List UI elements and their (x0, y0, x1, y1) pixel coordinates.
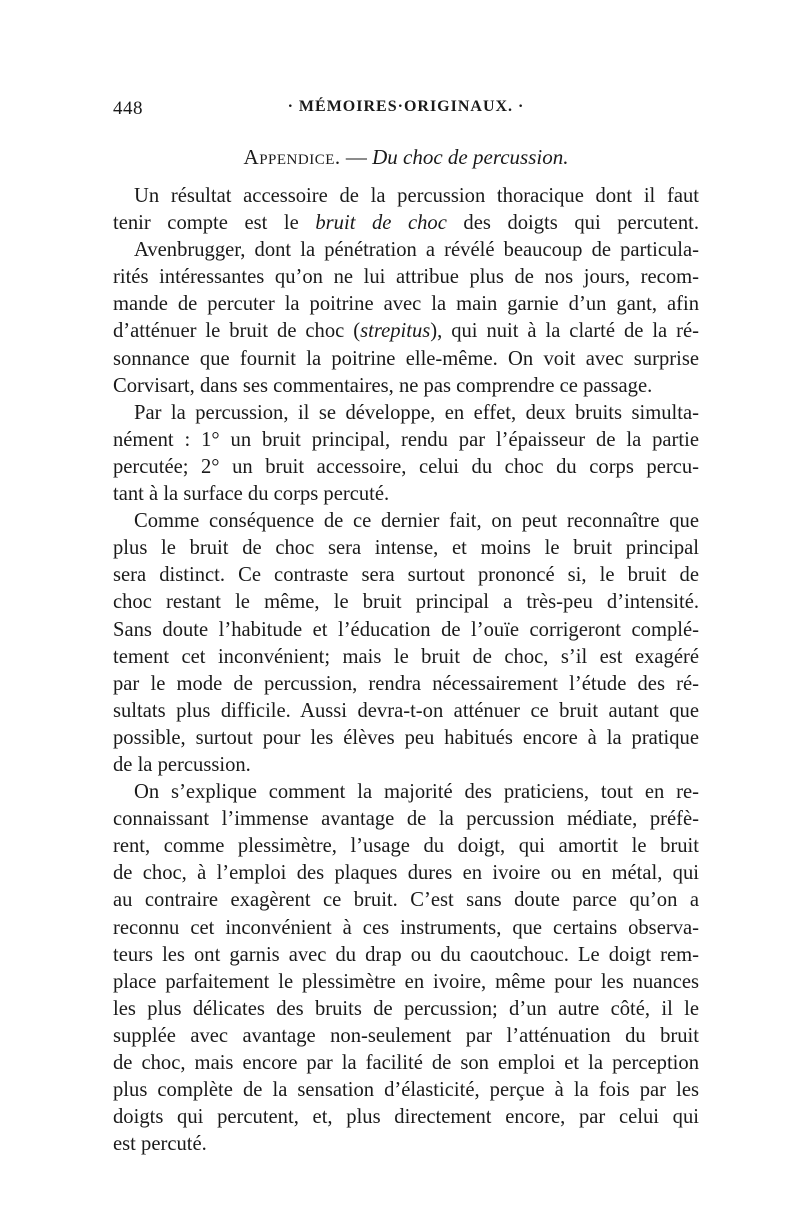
section-heading (113, 145, 699, 170)
text-line: de choc, à l’emploi des plaques dures en ivoire ou en métal, qui (113, 862, 699, 885)
text-line: On s’explique comment la majorité des praticiens, tout en re- (134, 781, 699, 804)
text-line: nément : 1° un bruit principal, rendu par l’épaisseur de la partie (113, 428, 699, 451)
text-line: les plus délicates des bruits de percussion; d’un autre côté, il le (113, 997, 699, 1020)
text-line: tant à la surface du corps percuté. (113, 483, 390, 506)
text-line: plus complète de la sensation d’élasticité, perçue à la fois par les (113, 1079, 699, 1102)
text-line: teurs les ont garnis avec du drap ou du caoutchouc. Le doigt rem- (113, 943, 699, 966)
text-line: tement cet inconvénient; mais le bruit de choc, s’il est exagéré (113, 645, 699, 668)
body-text (113, 183, 699, 1158)
section-label: Appendice. (243, 145, 341, 169)
running-title: · MÉMOIRES·ORIGINAUX. · (287, 98, 525, 115)
text-line: Par la percussion, il se développe, en effet, deux bruits simulta- (134, 401, 699, 424)
text-line: percutée; 2° un bruit accessoire, celui du choc du corps percu- (113, 455, 699, 478)
emphasis-strepitus: strepitus (360, 320, 431, 343)
section-title: Du choc de percussion. (372, 145, 569, 169)
text-line: choc restant le même, le bruit principal a très-peu d’intensité. (113, 591, 699, 614)
text-line: d’atténuer le bruit de choc (strepitus), qui nuit à la clarté de la ré- (113, 320, 699, 343)
text-line: sultats plus difficile. Aussi devra-t-on atténuer ce bruit autant que (113, 699, 699, 722)
emphasis-bruit-de-choc: bruit de choc (315, 212, 447, 235)
text-line: de choc, mais encore par la facilité de son emploi et la perception (113, 1052, 699, 1074)
text-line: reconnu cet inconvénient à ces instruments, que certains observa- (113, 916, 699, 939)
text-line: sera distinct. Ce contraste sera surtout prononcé si, le bruit de (113, 564, 699, 587)
text-line: connaissant l’immense avantage de la percussion médiate, préfè- (113, 808, 699, 831)
text-line: sonnance que fournit la poitrine elle-même. On voit avec surprise (113, 347, 699, 370)
running-head (113, 98, 699, 124)
text-line: doigts qui percutent, et, plus directement encore, par celui qui (113, 1106, 699, 1129)
text-line: possible, surtout pour les élèves peu habitués encore à la pratique (113, 726, 699, 749)
text-line: rités intéressantes qu’on ne lui attribue plus de nos jours, recom- (113, 266, 699, 289)
text-line: Un résultat accessoire de la percussion thoracique dont il faut (134, 185, 699, 207)
text-line: rent, comme plessimètre, l’usage du doigt, qui amortit le bruit (113, 835, 699, 858)
text-line: Comme conséquence de ce dernier fait, on peut reconnaître que (134, 510, 699, 533)
text-line: tenir compte est le bruit de choc des doigts qui percutent. (113, 212, 699, 235)
page-number: 448 (113, 98, 143, 119)
text-line: au contraire exagèrent ce bruit. C’est sans doute parce qu’on a (113, 889, 699, 912)
text-line: supplée avec avantage non-seulement par l’atténuation du bruit (113, 1024, 699, 1047)
text-line: mande de percuter la poitrine avec la main garnie d’un gant, afin (113, 293, 699, 316)
text-line: Sans doute l’habitude et l’éducation de l’ouïe corrigeront complé- (113, 618, 699, 641)
section-dash: — (340, 145, 373, 169)
text-line: Avenbrugger, dont la pénétration a révélé beaucoup de particula- (134, 239, 699, 262)
text-line: Corvisart, dans ses commentaires, ne pas comprendre ce passage. (113, 374, 653, 397)
text-line: plus le bruit de choc sera intense, et moins le bruit principal (113, 537, 699, 560)
text-line: par le mode de percussion, rendra nécessairement l’étude des ré- (113, 672, 699, 695)
text-line: est percuté. (113, 1133, 207, 1156)
text-line: de la percussion. (113, 753, 251, 776)
text-line: place parfaitement le plessimètre en ivoire, même pour les nuances (113, 970, 699, 993)
